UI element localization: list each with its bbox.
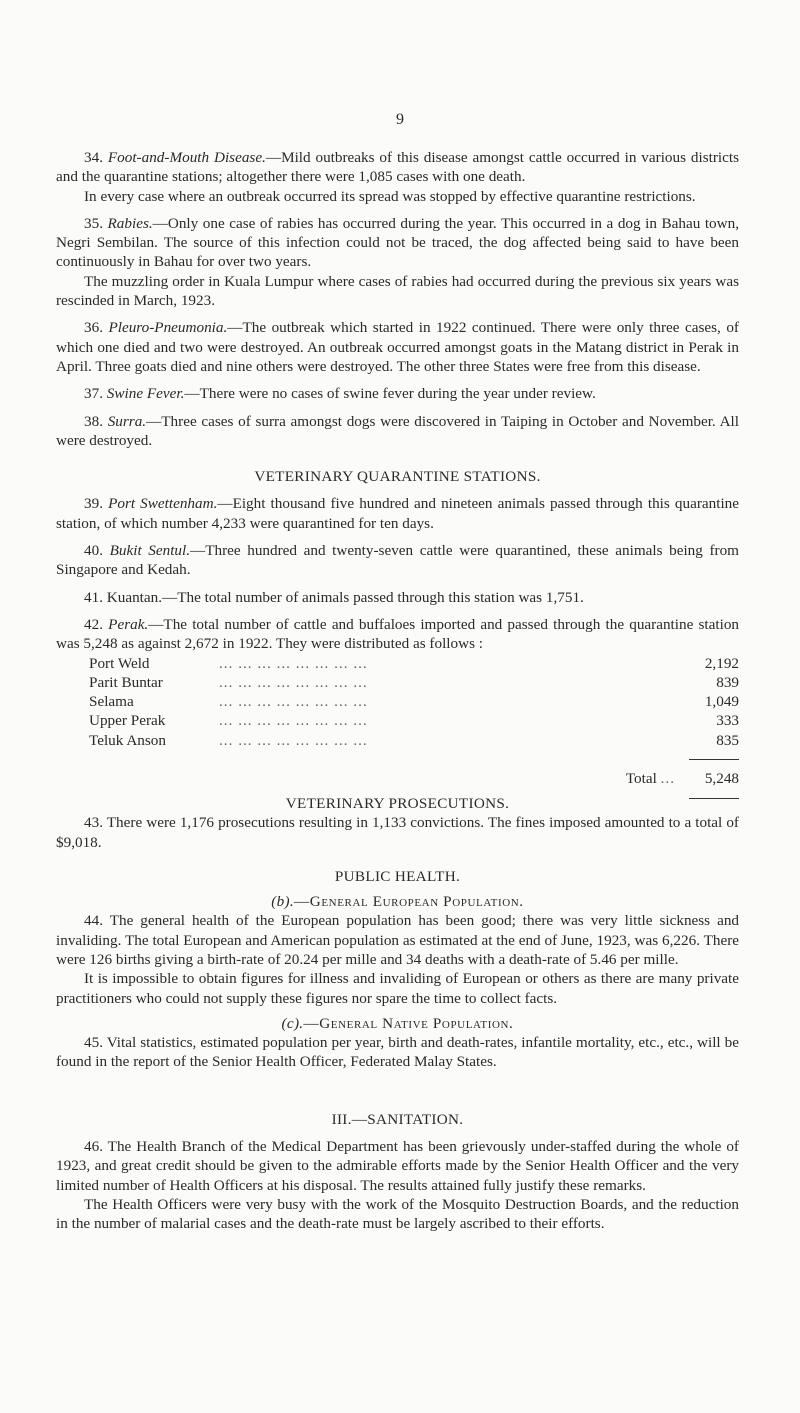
para-number: 35. — [84, 214, 103, 232]
para-text: There were 1,176 prosecutions resulting in 1,133 convictions. The fines imposed amounted to a total of $9,018. — [56, 814, 739, 851]
paragraph-41 — [56, 588, 739, 607]
para-number: 42. — [84, 615, 103, 633]
value-cell: 1,049 — [704, 693, 739, 711]
place-cell: Selama — [89, 693, 134, 711]
section-title: —General Native Population. — [303, 1014, 514, 1032]
para-number: 36. — [84, 319, 103, 337]
table-rule-row — [89, 750, 739, 769]
total-label: Total — [625, 770, 657, 788]
paragraph-43 — [56, 813, 739, 852]
para-number: 45. — [84, 1034, 103, 1052]
paragraph-42 — [56, 615, 739, 654]
para-number: 43. — [84, 814, 103, 832]
paragraph-37 — [56, 384, 739, 403]
place-cell: Parit Buntar — [89, 673, 163, 691]
para-number: 40. — [84, 542, 103, 560]
section-label: (b). — [271, 893, 294, 911]
para-text: —The total number of cattle and buffaloes imported and passed through the quarantine station was 5,248 as against 2,672 in 1922. They were distributed as follows : — [56, 615, 740, 653]
paragraph-45 — [56, 1033, 739, 1072]
text-column — [56, 148, 739, 1234]
paragraph-44 — [56, 911, 739, 969]
para-title: Port Swettenham. — [108, 495, 218, 513]
para-number: 44. — [84, 912, 103, 930]
paragraph-34 — [56, 148, 739, 187]
leader-dots: ... ... ... ... ... ... ... ... — [219, 673, 368, 691]
para-text: The general health of the European population has been good; there was very little sickness and invaliding. The total European and American population as estimated at the end of June, 1923, was 6,226. There were 126 births giving a birth-rate of 20.24 per mille and 34 deaths with a death-rate of 5.46 per mille. — [56, 912, 740, 968]
sum-rule — [689, 759, 739, 760]
para-text: —Three hundred and twenty-seven cattle were quarantined, these animals being from Singapore and Kedah. — [56, 542, 739, 579]
value-cell: 835 — [716, 731, 739, 749]
total-label-cell — [219, 769, 681, 788]
paragraph-46-continued: The Health Officers were very busy with the work of the Mosquito Destruction Boards, and the reduction in the number of malarial cases and the death-rate must be largely ascribed to their efforts. — [56, 1195, 739, 1233]
paragraph-39 — [56, 494, 739, 533]
place-cell: Teluk Anson — [89, 731, 166, 749]
place-cell: Upper Perak — [89, 712, 166, 730]
para-text: —The outbreak which started in 1922 continued. There were only three cases, of which one died and two were destroyed. An outbreak occurred amongst goats in the Matang district in Perak in April. Three goats died and nine others were destroyed. The other three States were free from this disease. — [56, 319, 739, 375]
paragraph-38 — [56, 412, 739, 451]
para-number: 37. — [84, 385, 103, 403]
total-value: 5,248 — [704, 770, 739, 788]
para-title: Kuantan. — [106, 588, 163, 606]
para-text: —Eight thousand five hundred and nineteen animals passed through this quarantine station, of which number 4,233 were quarantined for ten days. — [56, 495, 739, 532]
paragraph-44-continued: It is impossible to obtain figures for illness and invaliding of European or others as there are many private practitioners who could not supply these figures nor spare the time to collect facts. — [56, 970, 739, 1007]
para-number: 46. — [84, 1138, 103, 1156]
table-row — [89, 731, 739, 750]
heading-general-european-population — [56, 892, 739, 911]
table-row — [89, 673, 739, 692]
heading-prosecutions: VETERINARY PROSECUTIONS. — [285, 794, 510, 812]
para-title: Bukit Sentul. — [109, 542, 191, 560]
heading-public-health: PUBLIC HEALTH. — [334, 867, 461, 885]
para-text: —Only one case of rabies has occurred during the year. This occurred in a dog in Bahau town, Negri Sembilan. The source of this infection could not be traced, the dog affected being said to have been continuously in Bahau for over two years. — [56, 214, 740, 271]
heading-quarantine-stations: VETERINARY QUARANTINE STATIONS. — [254, 468, 541, 486]
section-label: (c). — [281, 1014, 304, 1032]
para-title: Swine Fever. — [106, 385, 185, 403]
para-number: 34. — [84, 149, 103, 166]
leader-dots: ... — [660, 770, 675, 788]
paragraph-46 — [56, 1137, 739, 1195]
section-title: —General European Population. — [293, 893, 524, 911]
table-row — [89, 711, 739, 730]
paragraph-40 — [56, 541, 739, 580]
table-row — [89, 654, 739, 673]
para-title: Surra. — [107, 412, 147, 430]
paragraph-35 — [56, 214, 739, 272]
paragraph-36 — [56, 318, 739, 376]
paragraph-34-continued: In every case where an outbreak occurred its spread was stopped by effective quarantine restrictions. — [84, 187, 696, 205]
value-cell: 333 — [716, 712, 739, 730]
leader-dots: ... ... ... ... ... ... ... ... — [219, 654, 368, 672]
para-number: 38. — [84, 412, 103, 430]
leader-dots: ... ... ... ... ... ... ... ... — [219, 731, 368, 749]
para-text: —There were no cases of swine fever during the year under review. — [184, 385, 596, 403]
paragraph-35-continued: The muzzling order in Kuala Lumpur where cases of rabies had occurred during the previous six years was rescinded in March, 1923. — [56, 272, 739, 310]
distribution-table — [89, 654, 739, 808]
value-cell: 2,192 — [704, 654, 739, 672]
leader-dots: ... ... ... ... ... ... ... ... — [219, 693, 368, 711]
para-title: Perak. — [108, 615, 149, 633]
value-cell: 839 — [716, 673, 739, 691]
table-row — [89, 692, 739, 711]
heading-sanitation: III.—SANITATION. — [331, 1110, 464, 1128]
para-number: 41. — [84, 588, 103, 606]
para-number: 39. — [84, 495, 103, 513]
total-row — [89, 769, 739, 788]
leader-dots: ... ... ... ... ... ... ... ... — [219, 712, 368, 730]
para-title: Pleuro-Pneumonia. — [108, 319, 228, 337]
para-title: Foot-and-Mouth Disease. — [107, 149, 266, 166]
para-text: —Three cases of surra amongst dogs were discovered in Taiping in October and November. All were destroyed. — [56, 412, 739, 449]
para-title: Rabies. — [107, 214, 153, 232]
page-number: 9 — [396, 111, 404, 128]
para-text: —The total number of animals passed through this station was 1,751. — [162, 588, 584, 606]
para-text: Vital statistics, estimated population per year, birth and death-rates, infantile mortality, etc., etc., will be found in the report of the Senior Health Officer, Federated Malay States. — [56, 1034, 740, 1071]
place-cell: Port Weld — [89, 654, 150, 672]
para-text: The Health Branch of the Medical Department has been grievously under-staffed during the whole of 1923, and great credit should be given to the admirable efforts made by the Senior Health Officer and the very limited number of Health Officers at his disposal. The results attained fully justify these remarks. — [56, 1138, 739, 1194]
para-text: —Mild outbreaks of this disease amongst cattle occurred in various districts and the quarantine stations; altogether there were 1,085 cases with one death. — [56, 149, 739, 186]
heading-general-native-population — [56, 1014, 739, 1033]
